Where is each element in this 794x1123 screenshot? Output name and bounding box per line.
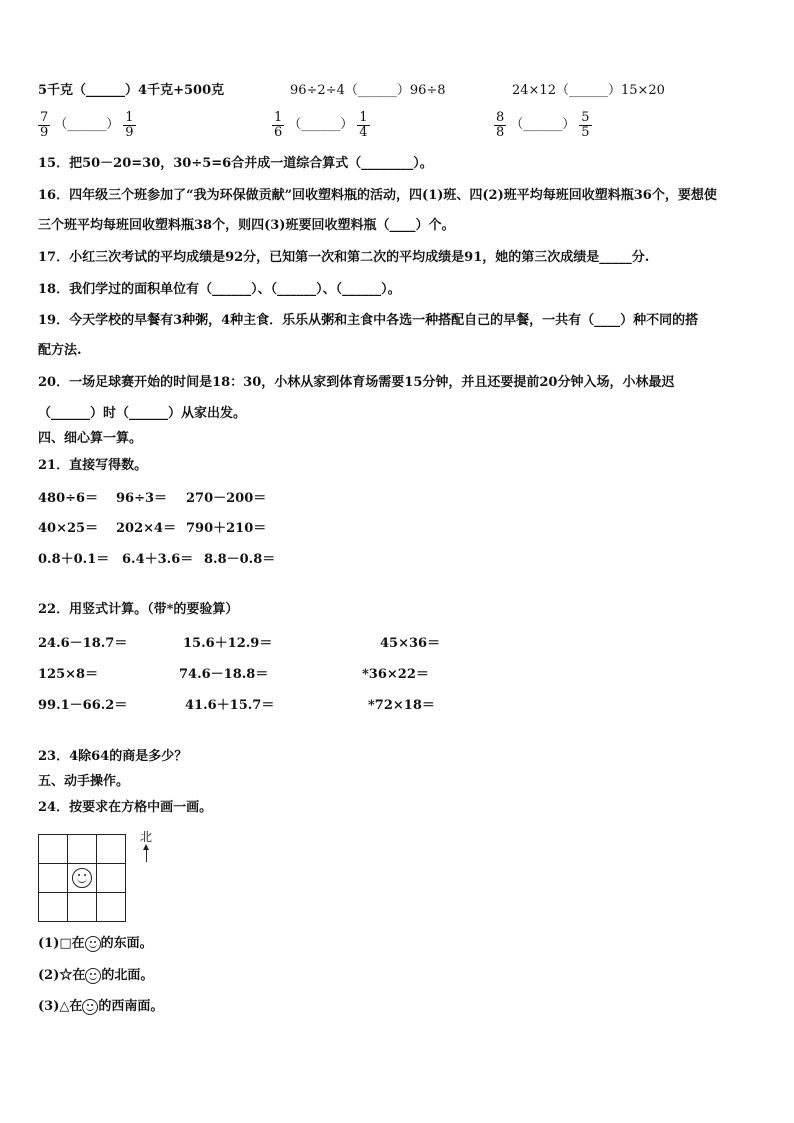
q22-r3-c2: 41.6＋15.7＝ xyxy=(185,698,275,713)
question-16-line1: 16．四年级三个班参加了“我为环保做贡献”回收塑料瓶的活动，四(1)班、四(2)班平均每班回收塑料瓶36个，要想使 xyxy=(38,188,717,203)
q21-r2-c3: 790＋210＝ xyxy=(186,521,267,536)
question-20-line2: （______）时（______）从家出发。 xyxy=(38,406,247,421)
q21-r1-c3: 270－200＝ xyxy=(186,491,267,506)
q22-r1-c1: 24.6－18.7＝ xyxy=(38,636,128,651)
fraction: $\frac{1}{4}$ xyxy=(359,109,368,140)
fraction: $\frac{1}{6}$ xyxy=(274,109,283,140)
q22-r1-c2: 15.6＋12.9＝ xyxy=(183,636,273,651)
q22-r3-c3: *72×18＝ xyxy=(368,698,435,713)
compare-2c: $\frac{8}{8}$ （______） $\frac{5}{5}$ xyxy=(496,109,590,140)
smiley-face-icon xyxy=(82,999,98,1015)
question-15: 15．把50－20=30，30÷5=6合并成一道综合算式（________）。 xyxy=(38,156,433,171)
section-4-heading: 四、细心算一算。 xyxy=(38,431,143,446)
compare-2b: $\frac{1}{6}$ （______） $\frac{1}{4}$ xyxy=(274,109,368,140)
compare-1a: 5千克（______）4千克+500克 xyxy=(38,83,225,98)
grid-cell[interactable] xyxy=(97,835,126,864)
grid-cell-center xyxy=(68,864,97,893)
question-23: 23．4除64的商是多少？ xyxy=(38,749,188,764)
question-22-title: 22．用竖式计算。（带*的要验算） xyxy=(38,602,239,617)
compare-2a: $\frac{7}{9}$ （______） $\frac{1}{9}$ xyxy=(40,109,134,140)
grid-cell[interactable] xyxy=(39,864,68,893)
smiley-face-icon xyxy=(72,868,92,888)
fraction: $\frac{8}{8}$ xyxy=(496,109,505,140)
grid-cell[interactable] xyxy=(39,835,68,864)
q22-r1-c3: 45×36＝ xyxy=(380,636,441,651)
grid-cell[interactable] xyxy=(97,893,126,922)
q21-r1-c1: 480÷6＝ xyxy=(38,491,99,506)
q21-r1-c2: 96÷3＝ xyxy=(116,491,168,506)
question-20-line1: 20．一场足球赛开始的时间是18：30，小林从家到体育场需要15分钟，并且还要提前20分钟入场，小林最迟 xyxy=(38,375,675,390)
north-label: 北 xyxy=(139,830,152,844)
question-19-line2: 配方法. xyxy=(38,343,82,358)
q22-r3-c1: 99.1－66.2＝ xyxy=(38,698,128,713)
fraction: $\frac{5}{5}$ xyxy=(581,109,590,140)
q21-r2-c2: 202×4＝ xyxy=(116,521,177,536)
compare-1c: 24×12（______）15×20 xyxy=(512,83,665,98)
question-17: 17．小红三次考试的平均成绩是92分，已知第一次和第二次的平均成绩是91，她的第三次成绩是_____分. xyxy=(38,250,650,265)
compare-1b: 96÷2÷4（______）96÷8 xyxy=(290,83,446,98)
q22-r2-c2: 74.6－18.8＝ xyxy=(179,667,269,682)
q21-r3-c1: 0.8＋0.1＝ xyxy=(38,552,110,567)
drawing-grid xyxy=(38,834,126,922)
q24-item-2: (2)☆在 的北面。 xyxy=(38,968,154,983)
question-19-line1: 19．今天学校的早餐有3种粥，4种主食．乐乐从粥和主食中各选一种搭配自己的早餐，一共有（____）种不同的搭 xyxy=(38,313,699,328)
question-18: 18．我们学过的面积单位有（______）、（______）、（______）。 xyxy=(38,282,401,297)
grid-cell[interactable] xyxy=(97,864,126,893)
q22-r2-c3: *36×22＝ xyxy=(362,667,429,682)
fraction: $\frac{1}{9}$ xyxy=(125,109,134,140)
q21-r3-c2: 6.4＋3.6＝ xyxy=(122,552,194,567)
grid-cell[interactable] xyxy=(68,835,97,864)
fraction: $\frac{7}{9}$ xyxy=(40,109,49,140)
question-21-title: 21．直接写得数。 xyxy=(38,458,148,473)
q21-r2-c1: 40×25＝ xyxy=(38,521,99,536)
q21-r3-c3: 8.8－0.8＝ xyxy=(204,552,276,567)
north-arrow-icon xyxy=(146,846,147,862)
smiley-face-icon xyxy=(85,936,101,952)
grid-cell[interactable] xyxy=(68,893,97,922)
q24-item-3: (3)△在 的西南面。 xyxy=(38,999,164,1014)
q22-r2-c1: 125×8＝ xyxy=(38,667,99,682)
smiley-face-icon xyxy=(85,968,101,984)
grid-cell[interactable] xyxy=(39,893,68,922)
question-16-line2: 三个班平均每班回收塑料瓶38个，则四(3)班要回收塑料瓶（____）个。 xyxy=(38,218,455,233)
north-indicator xyxy=(136,830,156,862)
q24-item-1: (1)□在 的东面。 xyxy=(38,936,153,951)
section-5-heading: 五、动手操作。 xyxy=(38,774,130,789)
question-24-title: 24．按要求在方格中画一画。 xyxy=(38,800,213,815)
